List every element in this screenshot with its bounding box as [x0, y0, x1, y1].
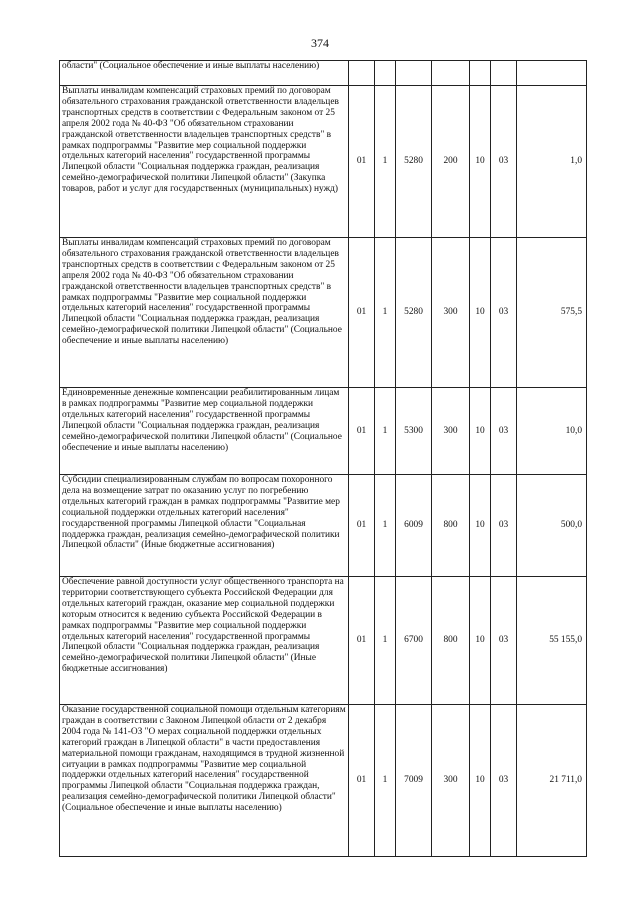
- direction-code: [396, 61, 432, 86]
- section-code: 10: [470, 86, 491, 238]
- table-row: [60, 388, 587, 475]
- row-description: Субсидии специализированным службам по вопросам похоронного дела на возмещение затрат по оказанию услуг по погребению отдельных категорий граждан в рамках подпрограммы "Развитие мер социальной поддержки отдельных категорий населения" государственной программы Липецкой области "Социальная поддержка граждан, реализация семейно-демографической политики Липецкой области" (Иные бюджетные ассигнования): [60, 475, 349, 577]
- subprogram-code: 1: [375, 238, 396, 388]
- program-code: 01: [349, 475, 375, 577]
- subprogram-code: [375, 61, 396, 86]
- section-code: 10: [470, 388, 491, 475]
- amount-value: 21 711,0: [517, 705, 587, 857]
- subprogram-code: 1: [375, 475, 396, 577]
- program-code: 01: [349, 86, 375, 238]
- amount-value: 55 155,0: [517, 577, 587, 705]
- direction-code: 5280: [396, 238, 432, 388]
- section-code: 10: [470, 577, 491, 705]
- row-description: Выплаты инвалидам компенсаций страховых премий по договорам обязательного страхования гражданской ответственности владельцев транспортных средств в соответствии с Федеральным законом от 25 апреля 2002 года № 40-ФЗ "Об обязательном страховании гражданской ответственности владельцев транспортных средств" в рамках подпрограммы "Развитие мер социальной поддержки отдельных категорий населения" государственной программы Липецкой области "Социальная поддержка граждан, реализация семейно-демографической политики Липецкой области" (Социальное обеспечение и иные выплаты населению): [60, 238, 349, 388]
- expense-type-code: 800: [432, 577, 470, 705]
- table-row: [60, 238, 587, 388]
- expense-type-code: [432, 61, 470, 86]
- subsection-code: 03: [491, 475, 517, 577]
- subsection-code: 03: [491, 705, 517, 857]
- table-row: [60, 705, 587, 857]
- section-code: 10: [470, 238, 491, 388]
- subprogram-code: 1: [375, 705, 396, 857]
- direction-code: 5280: [396, 86, 432, 238]
- row-description: Выплаты инвалидам компенсаций страховых премий по договорам обязательного страхования гражданской ответственности владельцев транспортных средств в соответствии с Федеральным законом от 25 апреля 2002 года № 40-ФЗ "Об обязательном страховании гражданской ответственности владельцев транспортных средств" в рамках подпрограммы "Развитие мер социальной поддержки отдельных категорий населения" государственной программы Липецкой области "Социальная поддержка граждан, реализация семейно-демографической политики Липецкой области" (Закупка товаров, работ и услуг для государственных (муниципальных) нужд): [60, 86, 349, 238]
- expense-type-code: 300: [432, 705, 470, 857]
- amount-value: [517, 61, 587, 86]
- table-row: [60, 577, 587, 705]
- subprogram-code: 1: [375, 388, 396, 475]
- budget-table: [59, 60, 587, 857]
- amount-value: 1,0: [517, 86, 587, 238]
- program-code: 01: [349, 388, 375, 475]
- subprogram-code: 1: [375, 577, 396, 705]
- subprogram-code: 1: [375, 86, 396, 238]
- section-code: [470, 61, 491, 86]
- page-number: 374: [311, 36, 329, 50]
- table-row: [60, 86, 587, 238]
- direction-code: 5300: [396, 388, 432, 475]
- program-code: [349, 61, 375, 86]
- row-description: Обеспечение равной доступности услуг общественного транспорта на территории соответствующего субъекта Российской Федерации для отдельных категорий граждан, оказание мер социальной поддержки которым относится к ведению субъекта Российской Федерации в рамках подпрограммы "Развитие мер социальной поддержки отдельных категорий населения" государственной программы Липецкой области "Социальная поддержка граждан, реализация семейно-демографической политики Липецкой области" (Иные бюджетные ассигнования): [60, 577, 349, 705]
- amount-value: 500,0: [517, 475, 587, 577]
- amount-value: 575,5: [517, 238, 587, 388]
- expense-type-code: 300: [432, 388, 470, 475]
- expense-type-code: 800: [432, 475, 470, 577]
- subsection-code: 03: [491, 577, 517, 705]
- row-description: области" (Социальное обеспечение и иные выплаты населению): [60, 61, 349, 86]
- subsection-code: 03: [491, 388, 517, 475]
- direction-code: 7009: [396, 705, 432, 857]
- section-code: 10: [470, 705, 491, 857]
- subsection-code: 03: [491, 86, 517, 238]
- direction-code: 6009: [396, 475, 432, 577]
- expense-type-code: 300: [432, 238, 470, 388]
- row-description: Единовременные денежные компенсации реабилитированным лицам в рамках подпрограммы "Развитие мер социальной поддержки отдельных категорий населения" государственной программы Липецкой области "Социальная поддержка граждан, реализация семейно-демографической политики Липецкой области" (Социальное обеспечение и иные выплаты населению): [60, 388, 349, 475]
- program-code: 01: [349, 705, 375, 857]
- program-code: 01: [349, 577, 375, 705]
- direction-code: 6700: [396, 577, 432, 705]
- subsection-code: [491, 61, 517, 86]
- row-description: Оказание государственной социальной помощи отдельным категориям граждан в соответствии с Законом Липецкой области от 2 декабря 2004 года № 141-ОЗ "О мерах социальной поддержки отдельных категорий граждан в Липецкой области" в части предоставления материальной помощи гражданам, находящимся в трудной жизненной ситуации в рамках подпрограммы "Развитие мер социальной поддержки отдельных категорий населения" государственной программы Липецкой области "Социальная поддержка граждан, реализация семейно-демографической политики Липецкой области" (Социальное обеспечение и иные выплаты населению): [60, 705, 349, 857]
- table-row: [60, 475, 587, 577]
- section-code: 10: [470, 475, 491, 577]
- amount-value: 10,0: [517, 388, 587, 475]
- program-code: 01: [349, 238, 375, 388]
- table-row: [60, 61, 587, 86]
- expense-type-code: 200: [432, 86, 470, 238]
- subsection-code: 03: [491, 238, 517, 388]
